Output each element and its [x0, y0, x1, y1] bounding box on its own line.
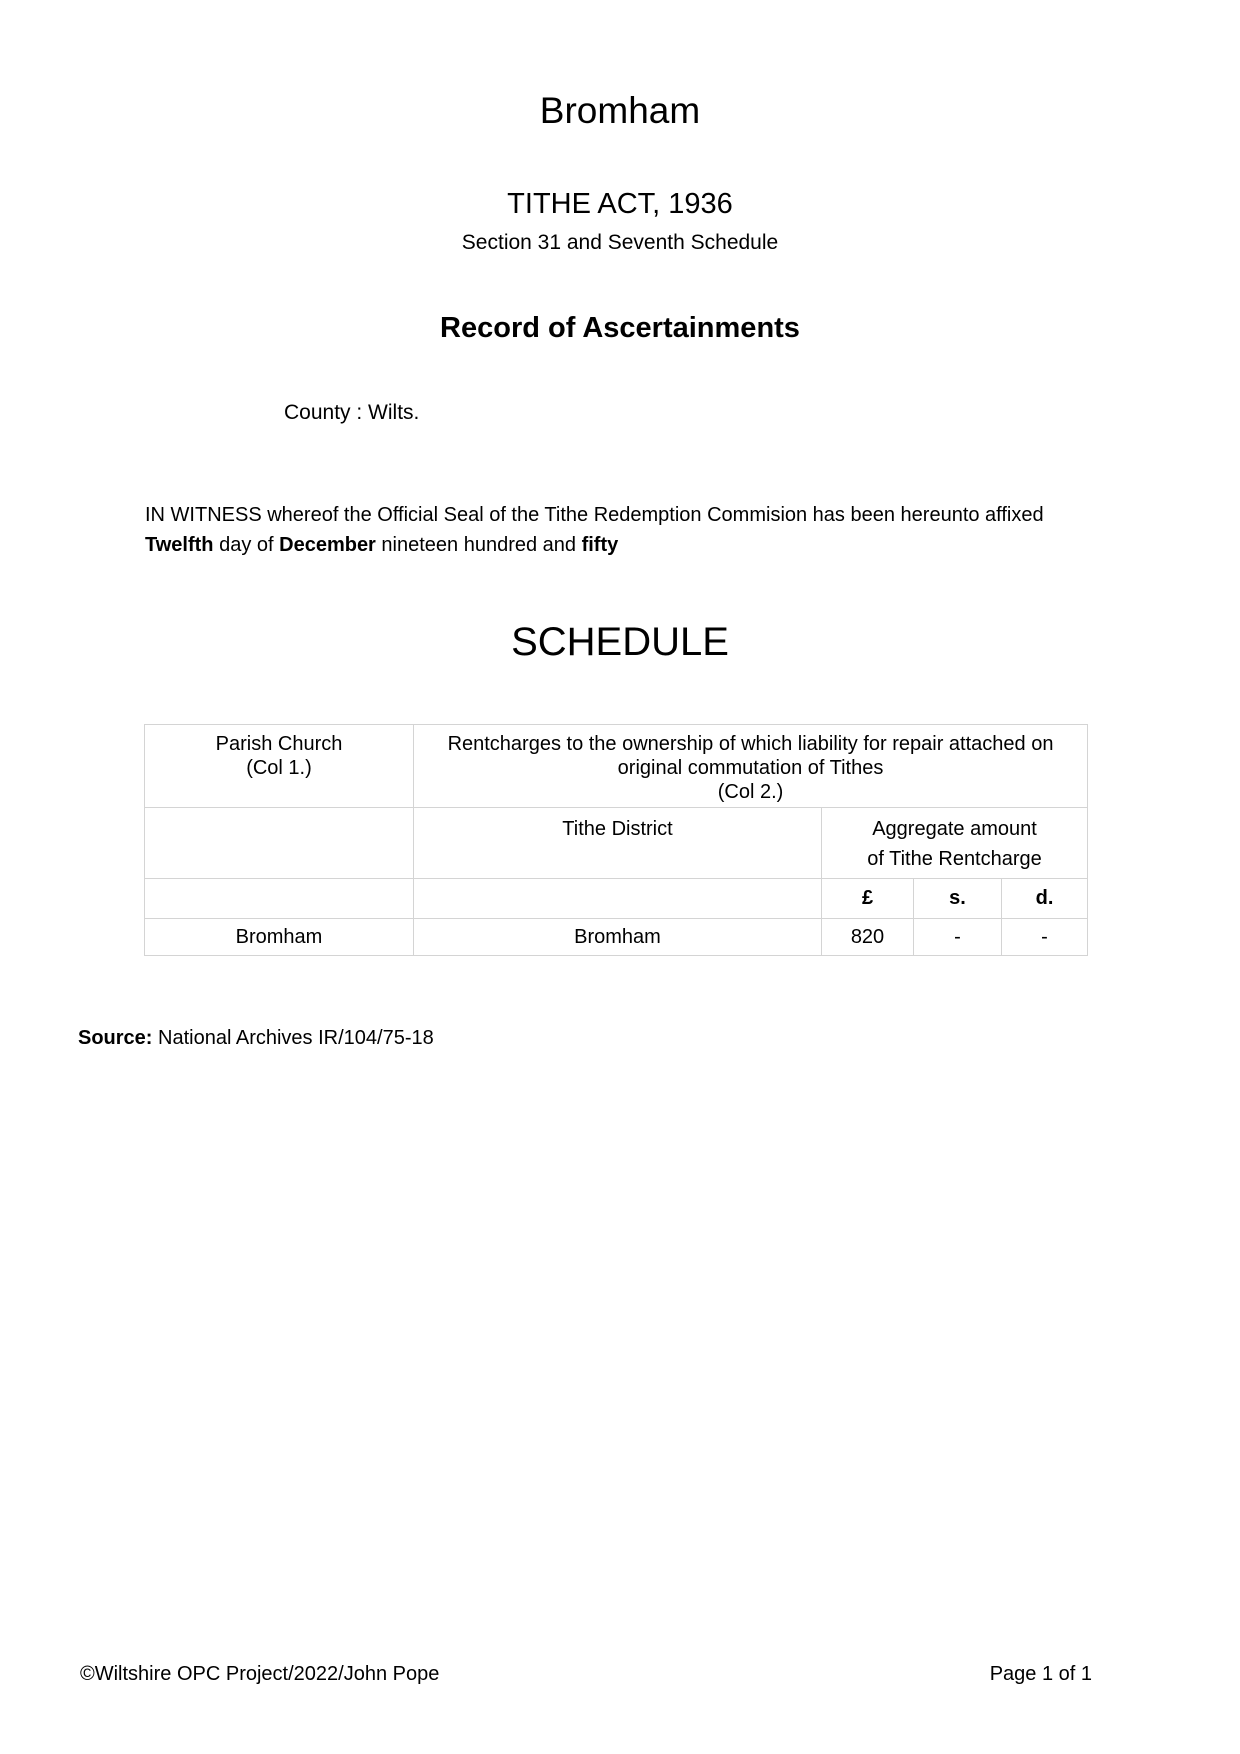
source-value: National Archives IR/104/75-18: [158, 1027, 434, 1049]
source-label: Source:: [78, 1027, 153, 1049]
county-line: County : Wilts.: [284, 401, 420, 424]
empty-cell: [414, 879, 822, 919]
page-footer: [80, 1663, 1092, 1686]
witness-day: Twelfth: [145, 534, 214, 556]
act-subheading: Section 31 and Seventh Schedule: [461, 231, 779, 254]
shillings-cell: -: [914, 919, 1002, 956]
col2-header-cell: [414, 725, 1088, 808]
page-number: Page 1 of 1: [989, 1663, 1092, 1685]
aggregate-header-line1: Aggregate amount: [872, 818, 1037, 840]
witness-year-word: fifty: [581, 534, 619, 556]
shillings-header-cell: s.: [914, 879, 1002, 919]
currency-header-row: [145, 879, 1088, 919]
witness-line2: [145, 530, 1145, 560]
col2-header-line1: Rentcharges to the ownership of which liability for repair attached on: [447, 733, 1054, 755]
schedule-heading: SCHEDULE: [511, 620, 729, 664]
tithe-district-cell: Bromham: [414, 919, 822, 956]
witness-line1: IN WITNESS whereof the Official Seal of the Tithe Redemption Commision has been hereunto affixed: [145, 504, 1044, 526]
witness-sep2: nineteen hundred and: [375, 534, 582, 556]
col1-header-cell: [145, 725, 414, 808]
tithe-district-header-cell: Tithe District: [414, 808, 822, 879]
col1-header-line2: (Col 1.): [246, 757, 312, 779]
aggregate-header-cell: [822, 808, 1088, 879]
parish-church-cell: Bromham: [145, 919, 414, 956]
table-header-row-2: [145, 808, 1088, 879]
witness-month: December: [279, 534, 376, 556]
col2-header-line3: (Col 2.): [717, 781, 784, 803]
pence-cell: -: [1002, 919, 1088, 956]
pounds-header-cell: £: [822, 879, 914, 919]
col2-header-line2: original commutation of Tithes: [617, 757, 884, 779]
col1-header-line1: Parish Church: [215, 733, 343, 755]
witness-sep1: day of: [213, 534, 280, 556]
parish-title: Bromham: [539, 90, 701, 131]
record-heading: Record of Ascertainments: [440, 312, 800, 344]
pence-header-cell: d.: [1002, 879, 1088, 919]
copyright-text: ©Wiltshire OPC Project/2022/John Pope: [80, 1663, 440, 1685]
table-header-row-1: [145, 725, 1088, 808]
witness-paragraph: [145, 500, 1145, 560]
empty-cell: [145, 808, 414, 879]
aggregate-header-line2: of Tithe Rentcharge: [867, 848, 1042, 870]
table-row: [145, 919, 1088, 956]
source-line: [78, 1027, 434, 1050]
schedule-table: [144, 724, 1088, 956]
pounds-cell: 820: [822, 919, 914, 956]
act-heading: TITHE ACT, 1936: [507, 188, 733, 220]
empty-cell: [145, 879, 414, 919]
